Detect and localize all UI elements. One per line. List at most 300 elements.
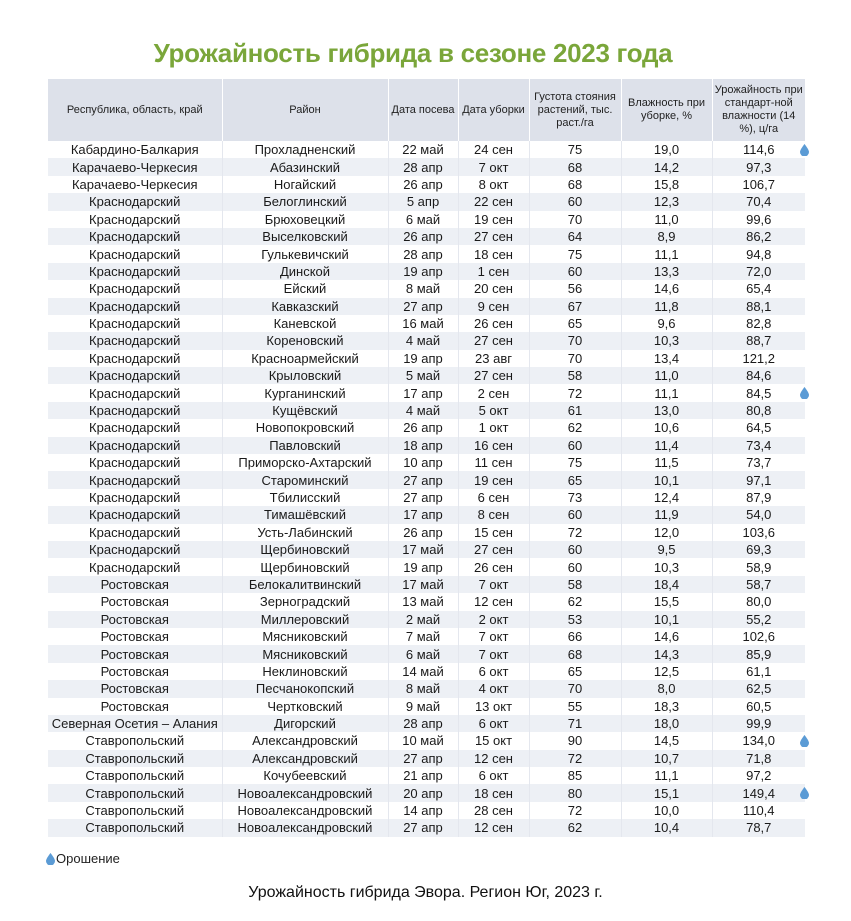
water-drop-icon — [800, 387, 809, 399]
cell-sowing-date: 2 май — [388, 611, 458, 628]
yield-value: 61,1 — [746, 663, 772, 679]
cell-harvest-moisture: 18,3 — [621, 698, 712, 715]
cell-harvest-date: 12 сен — [458, 819, 529, 836]
table-header-row — [48, 79, 805, 141]
cell-plant-density: 70 — [529, 332, 621, 349]
cell-yield — [712, 141, 805, 158]
yield-value: 97,1 — [746, 472, 772, 488]
yield-value: 64,5 — [746, 420, 772, 436]
cell-yield — [712, 176, 805, 193]
yield-value: 84,5 — [746, 385, 772, 401]
table-body — [48, 141, 805, 837]
cell-plant-density: 65 — [529, 315, 621, 332]
cell-district: Дигорский — [222, 715, 388, 732]
cell-plant-density: 58 — [529, 576, 621, 593]
cell-yield — [712, 280, 805, 297]
cell-region: Краснодарский — [48, 245, 222, 262]
cell-yield — [712, 332, 805, 349]
cell-harvest-moisture: 10,7 — [621, 750, 712, 767]
cell-sowing-date: 7 май — [388, 628, 458, 645]
cell-harvest-moisture: 18,4 — [621, 576, 712, 593]
header-harvest-moisture: Влажность при уборке, % — [621, 79, 712, 141]
figure-caption: Урожайность гибрида Эвора. Регион Юг, 2023 г. — [248, 884, 603, 901]
yield-value: 86,2 — [746, 229, 772, 245]
cell-district: Белокалитвинский — [222, 576, 388, 593]
yield-value: 58,9 — [746, 559, 772, 575]
cell-yield — [712, 628, 805, 645]
cell-yield — [712, 315, 805, 332]
cell-region: Ставропольский — [48, 732, 222, 749]
cell-plant-density: 60 — [529, 558, 621, 575]
table-row — [48, 541, 805, 558]
cell-yield — [712, 541, 805, 558]
yield-value: 97,3 — [746, 159, 772, 175]
yield-value: 102,6 — [742, 629, 776, 645]
cell-district: Мясниковский — [222, 628, 388, 645]
yield-value: 70,4 — [746, 194, 772, 210]
cell-harvest-moisture: 14,2 — [621, 158, 712, 175]
cell-harvest-moisture: 12,5 — [621, 663, 712, 680]
cell-harvest-moisture: 13,0 — [621, 402, 712, 419]
table-row — [48, 454, 805, 471]
table-row — [48, 437, 805, 454]
cell-district: Красноармейский — [222, 350, 388, 367]
cell-yield — [712, 419, 805, 436]
cell-sowing-date: 17 апр — [388, 384, 458, 401]
cell-district: Мясниковский — [222, 645, 388, 662]
cell-harvest-date: 12 сен — [458, 593, 529, 610]
cell-plant-density: 68 — [529, 645, 621, 662]
cell-region: Ставропольский — [48, 802, 222, 819]
table-row — [48, 176, 805, 193]
cell-sowing-date: 8 май — [388, 680, 458, 697]
cell-harvest-moisture: 14,5 — [621, 732, 712, 749]
yield-value: 110,4 — [742, 803, 775, 819]
cell-harvest-moisture: 13,4 — [621, 350, 712, 367]
table-row — [48, 593, 805, 610]
cell-district: Кавказский — [222, 298, 388, 315]
cell-harvest-date: 11 сен — [458, 454, 529, 471]
cell-harvest-moisture: 10,4 — [621, 819, 712, 836]
cell-district: Каневской — [222, 315, 388, 332]
cell-yield — [712, 193, 805, 210]
cell-region: Краснодарский — [48, 524, 222, 541]
table-row — [48, 489, 805, 506]
yield-value: 97,2 — [746, 768, 772, 784]
cell-harvest-date: 6 окт — [458, 767, 529, 784]
cell-plant-density: 65 — [529, 663, 621, 680]
cell-harvest-date: 7 окт — [458, 628, 529, 645]
cell-region: Кабардино-Балкария — [48, 141, 222, 158]
cell-district: Кочубеевский — [222, 767, 388, 784]
cell-yield — [712, 228, 805, 245]
table-row — [48, 211, 805, 228]
cell-plant-density: 72 — [529, 384, 621, 401]
table-row — [48, 819, 805, 836]
cell-harvest-date: 6 сен — [458, 489, 529, 506]
cell-plant-density: 72 — [529, 802, 621, 819]
cell-plant-density: 60 — [529, 541, 621, 558]
table-row — [48, 558, 805, 575]
header-district: Район — [222, 79, 388, 141]
cell-yield — [712, 593, 805, 610]
table-row — [48, 384, 805, 401]
cell-sowing-date: 26 апр — [388, 176, 458, 193]
cell-sowing-date: 26 апр — [388, 228, 458, 245]
cell-plant-density: 62 — [529, 819, 621, 836]
cell-sowing-date: 5 май — [388, 367, 458, 384]
cell-district: Ногайский — [222, 176, 388, 193]
header-yield: Урожайность при стандарт-ной влажности (14 %), ц/га — [712, 79, 805, 141]
cell-plant-density: 75 — [529, 454, 621, 471]
cell-district: Брюховецкий — [222, 211, 388, 228]
cell-region: Краснодарский — [48, 541, 222, 558]
cell-sowing-date: 27 апр — [388, 489, 458, 506]
table-row — [48, 245, 805, 262]
cell-harvest-moisture: 9,5 — [621, 541, 712, 558]
cell-region: Ставропольский — [48, 784, 222, 801]
cell-district: Щербиновский — [222, 541, 388, 558]
cell-plant-density: 70 — [529, 680, 621, 697]
cell-region: Ростовская — [48, 628, 222, 645]
cell-sowing-date: 19 апр — [388, 558, 458, 575]
cell-yield — [712, 298, 805, 315]
cell-yield — [712, 402, 805, 419]
cell-sowing-date: 27 апр — [388, 819, 458, 836]
yield-value: 54,0 — [746, 507, 772, 523]
yield-value: 80,8 — [746, 403, 772, 419]
yield-value: 88,7 — [746, 333, 772, 349]
cell-sowing-date: 10 май — [388, 732, 458, 749]
cell-yield — [712, 437, 805, 454]
cell-yield — [712, 680, 805, 697]
yield-value: 78,7 — [746, 820, 772, 836]
cell-plant-density: 72 — [529, 750, 621, 767]
cell-harvest-moisture: 10,1 — [621, 471, 712, 488]
yield-value: 58,7 — [746, 576, 772, 592]
cell-sowing-date: 6 май — [388, 645, 458, 662]
header-sowing-date: Дата посева — [388, 79, 458, 141]
table-row — [48, 680, 805, 697]
table-row — [48, 315, 805, 332]
cell-harvest-moisture: 12,0 — [621, 524, 712, 541]
cell-district: Белоглинский — [222, 193, 388, 210]
water-drop-icon — [800, 787, 809, 799]
cell-district: Чертковский — [222, 698, 388, 715]
yield-value: 99,9 — [746, 716, 772, 732]
cell-region: Краснодарский — [48, 506, 222, 523]
table-row — [48, 332, 805, 349]
cell-district: Зерноградский — [222, 593, 388, 610]
cell-plant-density: 53 — [529, 611, 621, 628]
cell-region: Краснодарский — [48, 384, 222, 401]
cell-yield — [712, 211, 805, 228]
header-harvest-date: Дата уборки — [458, 79, 529, 141]
cell-plant-density: 75 — [529, 141, 621, 158]
cell-plant-density: 67 — [529, 298, 621, 315]
cell-plant-density: 61 — [529, 402, 621, 419]
cell-harvest-date: 16 сен — [458, 437, 529, 454]
cell-harvest-moisture: 12,3 — [621, 193, 712, 210]
cell-harvest-date: 19 сен — [458, 471, 529, 488]
cell-harvest-date: 27 сен — [458, 541, 529, 558]
header-plant-density: Густота стояния растений, тыс. раст./га — [529, 79, 621, 141]
cell-district: Александровский — [222, 732, 388, 749]
cell-district: Выселковский — [222, 228, 388, 245]
cell-region: Краснодарский — [48, 471, 222, 488]
cell-plant-density: 58 — [529, 367, 621, 384]
cell-district: Кореновский — [222, 332, 388, 349]
cell-district: Новоалександровский — [222, 784, 388, 801]
cell-district: Крыловский — [222, 367, 388, 384]
legend — [46, 851, 120, 866]
cell-harvest-date: 20 сен — [458, 280, 529, 297]
cell-sowing-date: 21 апр — [388, 767, 458, 784]
cell-yield — [712, 524, 805, 541]
yield-value: 85,9 — [746, 646, 772, 662]
cell-district: Александровский — [222, 750, 388, 767]
table-row — [48, 767, 805, 784]
table-row — [48, 611, 805, 628]
cell-plant-density: 80 — [529, 784, 621, 801]
cell-yield — [712, 663, 805, 680]
cell-sowing-date: 27 апр — [388, 750, 458, 767]
cell-harvest-date: 1 окт — [458, 419, 529, 436]
cell-harvest-date: 13 окт — [458, 698, 529, 715]
cell-district: Приморско-Ахтарский — [222, 454, 388, 471]
cell-region: Ростовская — [48, 645, 222, 662]
yield-value: 149,4 — [742, 785, 776, 801]
cell-district: Динской — [222, 263, 388, 280]
table-row — [48, 350, 805, 367]
cell-plant-density: 60 — [529, 437, 621, 454]
cell-harvest-date: 6 окт — [458, 663, 529, 680]
table-row — [48, 419, 805, 436]
cell-harvest-date: 9 сен — [458, 298, 529, 315]
cell-plant-density: 72 — [529, 524, 621, 541]
table-row — [48, 506, 805, 523]
cell-sowing-date: 26 апр — [388, 524, 458, 541]
cell-sowing-date: 8 май — [388, 280, 458, 297]
cell-region: Ростовская — [48, 698, 222, 715]
cell-yield — [712, 263, 805, 280]
cell-harvest-moisture: 14,6 — [621, 280, 712, 297]
cell-yield — [712, 732, 805, 749]
cell-yield — [712, 767, 805, 784]
table-row — [48, 750, 805, 767]
cell-yield — [712, 350, 805, 367]
cell-district: Новопокровский — [222, 419, 388, 436]
cell-harvest-moisture: 8,9 — [621, 228, 712, 245]
cell-plant-density: 65 — [529, 471, 621, 488]
cell-district: Ейский — [222, 280, 388, 297]
cell-plant-density: 62 — [529, 593, 621, 610]
cell-sowing-date: 27 апр — [388, 298, 458, 315]
cell-harvest-moisture: 11,5 — [621, 454, 712, 471]
table-row — [48, 367, 805, 384]
cell-harvest-moisture: 8,0 — [621, 680, 712, 697]
cell-plant-density: 55 — [529, 698, 621, 715]
cell-district: Курганинский — [222, 384, 388, 401]
cell-harvest-moisture: 14,6 — [621, 628, 712, 645]
cell-sowing-date: 20 апр — [388, 784, 458, 801]
cell-region: Краснодарский — [48, 211, 222, 228]
yield-value: 80,0 — [746, 594, 772, 610]
cell-sowing-date: 27 апр — [388, 471, 458, 488]
cell-region: Ростовская — [48, 611, 222, 628]
cell-region: Ставропольский — [48, 750, 222, 767]
cell-plant-density: 64 — [529, 228, 621, 245]
yield-value: 134,0 — [742, 733, 776, 749]
cell-district: Неклиновский — [222, 663, 388, 680]
cell-region: Ростовская — [48, 593, 222, 610]
header-region: Республика, область, край — [48, 79, 222, 141]
yield-value: 121,2 — [742, 350, 776, 366]
cell-plant-density: 75 — [529, 245, 621, 262]
table-row — [48, 402, 805, 419]
table-row — [48, 663, 805, 680]
cell-region: Краснодарский — [48, 298, 222, 315]
water-drop-icon — [800, 735, 809, 747]
cell-harvest-moisture: 11,0 — [621, 367, 712, 384]
yield-value: 82,8 — [746, 316, 772, 332]
cell-harvest-date: 26 сен — [458, 558, 529, 575]
cell-yield — [712, 367, 805, 384]
table-row — [48, 298, 805, 315]
cell-sowing-date: 28 апр — [388, 715, 458, 732]
cell-region: Краснодарский — [48, 402, 222, 419]
cell-district: Тимашёвский — [222, 506, 388, 523]
cell-harvest-moisture: 12,4 — [621, 489, 712, 506]
cell-district: Староминский — [222, 471, 388, 488]
yield-value: 87,9 — [746, 490, 772, 505]
legend-label: Орошение — [56, 851, 120, 866]
cell-harvest-date: 7 окт — [458, 158, 529, 175]
cell-sowing-date: 9 май — [388, 698, 458, 715]
table-row — [48, 193, 805, 210]
cell-plant-density: 62 — [529, 419, 621, 436]
cell-harvest-date: 27 сен — [458, 228, 529, 245]
table-row — [48, 784, 805, 801]
cell-region: Краснодарский — [48, 437, 222, 454]
table-row — [48, 141, 805, 158]
page-title: Урожайность гибрида в сезоне 2023 года — [153, 38, 673, 68]
cell-plant-density: 85 — [529, 767, 621, 784]
cell-harvest-date: 18 сен — [458, 245, 529, 262]
cell-sowing-date: 4 май — [388, 332, 458, 349]
yield-value: 55,2 — [746, 611, 772, 627]
cell-region: Краснодарский — [48, 454, 222, 471]
cell-sowing-date: 5 апр — [388, 193, 458, 210]
cell-harvest-moisture: 10,3 — [621, 332, 712, 349]
cell-harvest-moisture: 10,0 — [621, 802, 712, 819]
cell-harvest-date: 15 сен — [458, 524, 529, 541]
cell-sowing-date: 17 май — [388, 576, 458, 593]
cell-harvest-date: 2 сен — [458, 384, 529, 401]
cell-harvest-date: 28 сен — [458, 802, 529, 819]
cell-harvest-moisture: 18,0 — [621, 715, 712, 732]
cell-harvest-date: 26 сен — [458, 315, 529, 332]
cell-region: Краснодарский — [48, 558, 222, 575]
cell-district: Абазинский — [222, 158, 388, 175]
cell-harvest-moisture: 15,8 — [621, 176, 712, 193]
cell-harvest-moisture: 10,3 — [621, 558, 712, 575]
cell-sowing-date: 16 май — [388, 315, 458, 332]
cell-district: Миллеровский — [222, 611, 388, 628]
cell-harvest-date: 6 окт — [458, 715, 529, 732]
cell-region: Краснодарский — [48, 193, 222, 210]
cell-plant-density: 70 — [529, 350, 621, 367]
cell-region: Ставропольский — [48, 767, 222, 784]
cell-harvest-moisture: 11,4 — [621, 437, 712, 454]
cell-district: Тбилисский — [222, 489, 388, 506]
cell-harvest-moisture: 11,0 — [621, 211, 712, 228]
cell-harvest-date: 22 сен — [458, 193, 529, 210]
cell-yield — [712, 245, 805, 262]
cell-region: Краснодарский — [48, 315, 222, 332]
cell-region: Краснодарский — [48, 228, 222, 245]
cell-yield — [712, 506, 805, 523]
yield-value: 73,7 — [746, 455, 772, 471]
cell-sowing-date: 22 май — [388, 141, 458, 158]
cell-region: Краснодарский — [48, 332, 222, 349]
cell-yield — [712, 158, 805, 175]
table-row — [48, 228, 805, 245]
cell-region: Ростовская — [48, 680, 222, 697]
yield-value: 106,7 — [742, 176, 776, 192]
cell-harvest-date: 27 сен — [458, 332, 529, 349]
cell-region: Краснодарский — [48, 263, 222, 280]
cell-harvest-moisture: 11,1 — [621, 245, 712, 262]
cell-yield — [712, 715, 805, 732]
cell-harvest-moisture: 11,8 — [621, 298, 712, 315]
cell-sowing-date: 14 май — [388, 663, 458, 680]
table-row — [48, 802, 805, 819]
cell-district: Прохладненский — [222, 141, 388, 158]
cell-sowing-date: 28 апр — [388, 158, 458, 175]
cell-yield — [712, 471, 805, 488]
cell-yield — [712, 784, 805, 801]
cell-harvest-date: 7 окт — [458, 576, 529, 593]
cell-plant-density: 60 — [529, 193, 621, 210]
cell-yield — [712, 576, 805, 593]
table-row — [48, 645, 805, 662]
cell-district: Новоалександровский — [222, 802, 388, 819]
cell-region: Краснодарский — [48, 367, 222, 384]
cell-harvest-moisture: 13,3 — [621, 263, 712, 280]
cell-yield — [712, 558, 805, 575]
cell-sowing-date: 26 апр — [388, 419, 458, 436]
cell-region: Северная Осетия – Алания — [48, 715, 222, 732]
cell-plant-density: 66 — [529, 628, 621, 645]
cell-harvest-moisture: 11,9 — [621, 506, 712, 523]
cell-harvest-date: 15 окт — [458, 732, 529, 749]
table-row — [48, 698, 805, 715]
yield-value: 72,0 — [746, 263, 772, 279]
cell-harvest-date: 5 окт — [458, 402, 529, 419]
cell-harvest-date: 1 сен — [458, 263, 529, 280]
cell-yield — [712, 454, 805, 471]
cell-yield — [712, 611, 805, 628]
cell-sowing-date: 17 май — [388, 541, 458, 558]
table-row — [48, 263, 805, 280]
table-row — [48, 715, 805, 732]
table-row — [48, 280, 805, 297]
table-row — [48, 732, 805, 749]
cell-yield — [712, 384, 805, 401]
cell-yield — [712, 489, 805, 506]
cell-harvest-date: 19 сен — [458, 211, 529, 228]
